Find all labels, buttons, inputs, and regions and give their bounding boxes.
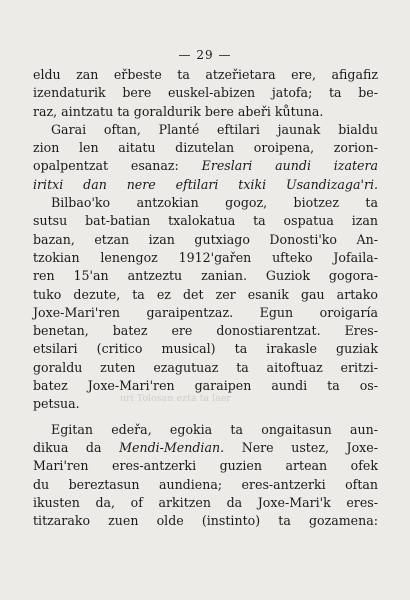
text-line: Joxe-Mari'ren garaipentzaz. Egun oroigaría xyxy=(33,304,378,320)
text-line: Mari'ren eres-antzerki guzien artean ofek xyxy=(33,458,378,474)
paragraph-4 xyxy=(33,421,378,531)
text-line: opalpentzat esanaz: Ereslari aundi izatera xyxy=(33,158,378,174)
text-line: goraldu zuten ezagutuaz ta aitoftuaz eritzi- xyxy=(33,359,378,375)
text-line: du bereztasun aundiena; eres-antzerki oftan xyxy=(33,476,378,492)
text-line xyxy=(33,176,378,194)
text-line: bazan, etzan izan gutxiago Donosti'ko An- xyxy=(33,231,378,247)
text-line: Egitan edeřa, egokia ta ongaitasun aun- xyxy=(51,421,378,437)
text-line: dikua da Mendi-Mendian. Nere ustez, Joxe- xyxy=(33,439,378,455)
italic-phrase: Ereslari aundi izatera xyxy=(201,158,378,174)
paragraph-gap xyxy=(33,414,378,421)
text-line: Bilbao'ko antzokian gogoz, biotzez ta xyxy=(51,195,378,211)
text-line: tzokian lenengoz 1912'gařen ufteko Jofaila- xyxy=(33,249,378,265)
bleed-through-text: uri Tolosan ezta ta laer xyxy=(120,393,231,404)
text-line: ikusten da, of arkitzen da Joxe-Mari'k eres- xyxy=(33,494,378,510)
body-text xyxy=(33,66,378,530)
italic-phrase: iritxi dan nere eftilari txiki Usandizaga'ri. xyxy=(33,176,378,192)
paragraph-3 xyxy=(33,194,378,414)
text-line: izendaturik bere euskel-abizen jatofa; ta be- xyxy=(33,85,378,101)
paragraph-1 xyxy=(33,66,378,121)
text-line: zion len aitatu dizutelan oroipena, zorion- xyxy=(33,140,378,156)
text-line: petsua. xyxy=(33,396,80,412)
text-line: etsilari (critico musical) ta irakasle guziak xyxy=(33,341,378,357)
text-line: tuko dezute, ta ez det zer esanik gau artako xyxy=(33,286,378,302)
italic-phrase: Mendi-Mendian xyxy=(119,439,221,455)
paragraph-2 xyxy=(33,121,378,194)
text-line: Garai oftan, Planté eftilari jaunak bialdu xyxy=(51,121,378,137)
text-line: eldu zan eřbeste ta atzeřietara ere, afigafiz xyxy=(33,67,378,82)
text-line: benetan, batez ere donostiarentzat. Eres- xyxy=(33,323,378,339)
text-line: ren 15'an antzeztu zanian. Guziok gogora- xyxy=(33,268,378,284)
text-line: titzarako zuen olde (instinto) ta gozamena: xyxy=(33,513,378,529)
text-line: raz, aintzatu ta goraldurik bere abeři kůtuna. xyxy=(33,103,324,119)
text-line: sutsu bat-batian txalokatua ta ospatua izan xyxy=(33,213,378,229)
page-number: — 29 — xyxy=(178,48,232,62)
text-line: batez Joxe-Mari'ren garaipen aundi ta os- xyxy=(33,378,378,394)
